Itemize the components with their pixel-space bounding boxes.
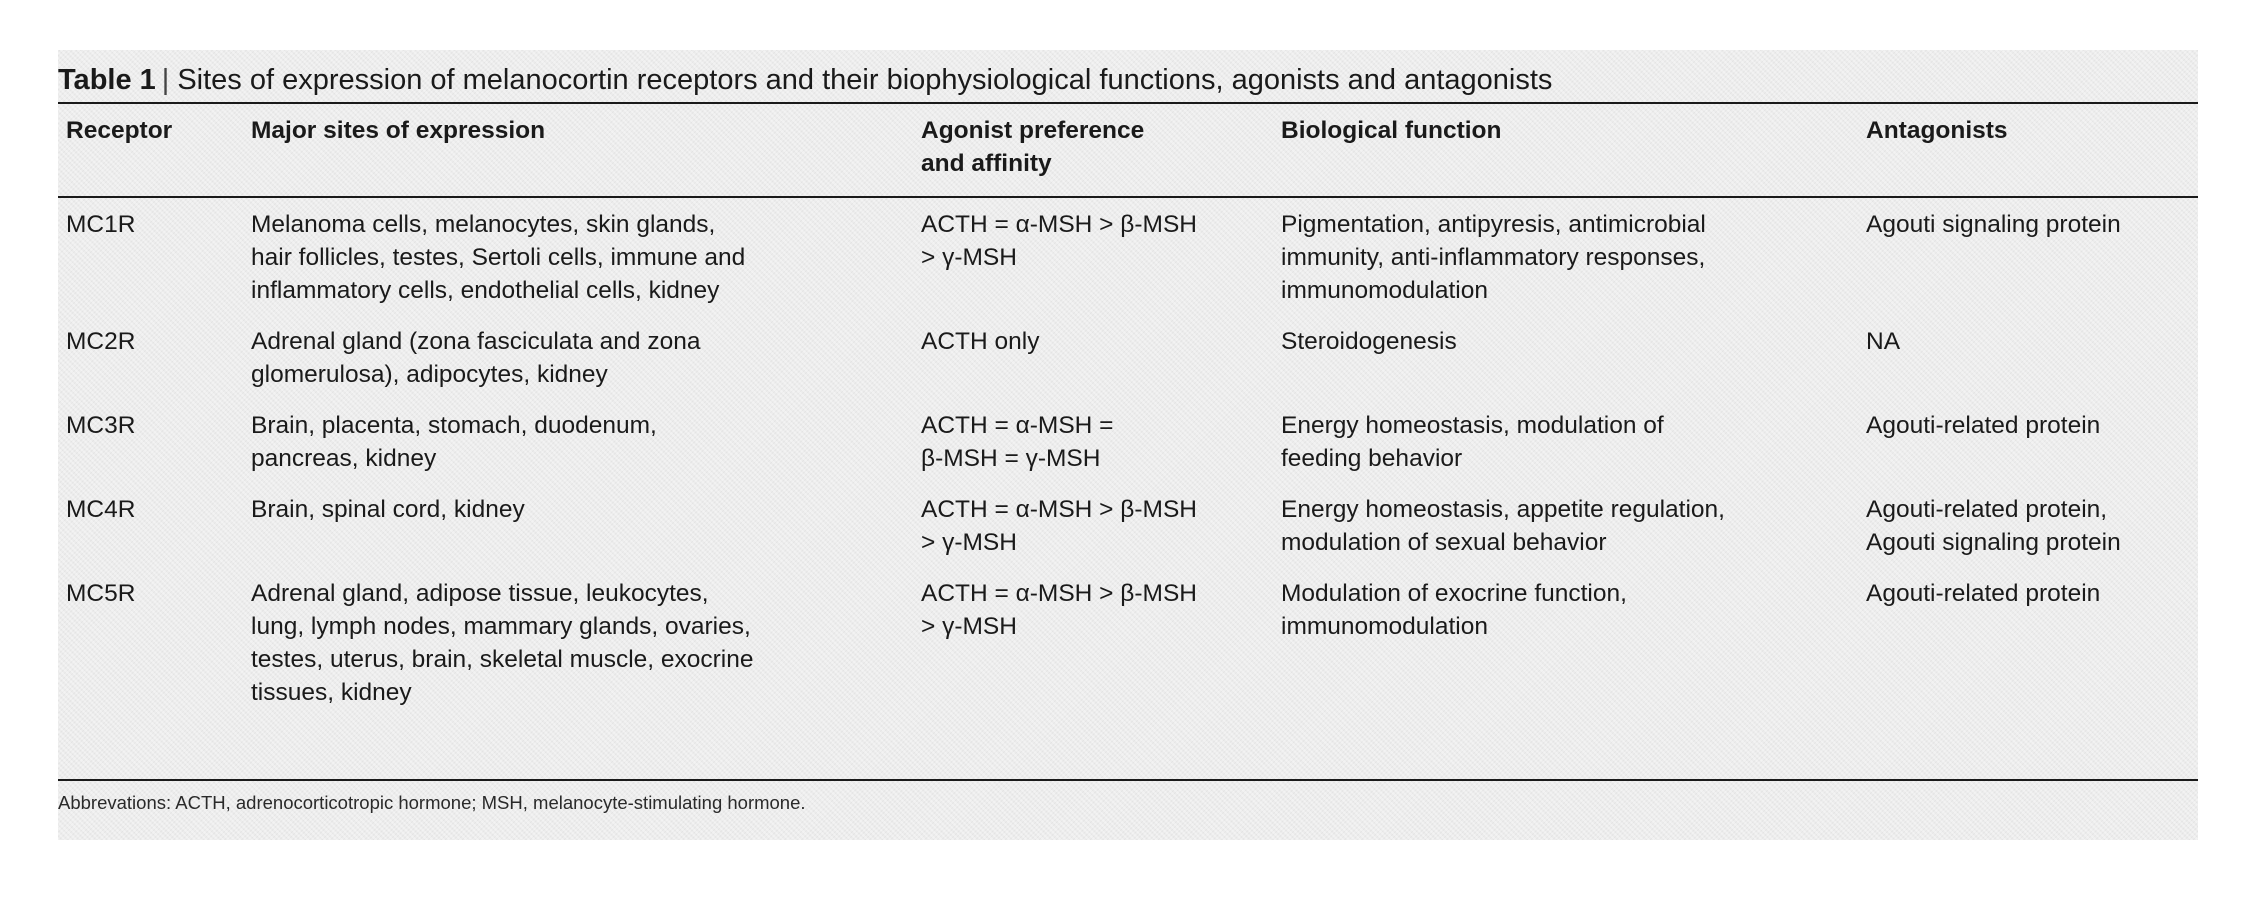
table-sheet xyxy=(58,50,2198,840)
cell-function: Energy homeostasis, modulation of feeding behavior xyxy=(1281,412,1664,472)
cell-sites: Melanoma cells, melanocytes, skin glands, hair follicles, testes, Sertoli cells, immune and inflammatory cells, endothelial cells, kidney xyxy=(251,211,746,304)
cell-antagonists: Agouti-related protein xyxy=(1866,580,2101,607)
column-header-receptor: Receptor xyxy=(66,117,173,144)
cell-receptor: MC5R xyxy=(66,580,136,607)
table-row xyxy=(58,313,2198,397)
bottom-rule xyxy=(58,779,2198,781)
cell-receptor: MC1R xyxy=(66,211,136,238)
caption-label: Table 1 xyxy=(58,64,156,96)
cell-sites: Brain, placenta, stomach, duodenum, pancreas, kidney xyxy=(251,412,657,472)
table-row xyxy=(58,565,2198,715)
caption-separator: | xyxy=(161,64,170,96)
cell-agonist: ACTH = α-MSH > β-MSH > γ-MSH xyxy=(921,580,1197,640)
column-header-agonist: Agonist preference and affinity xyxy=(921,117,1145,177)
cell-antagonists: Agouti-related protein xyxy=(1866,412,2101,439)
cell-receptor: MC2R xyxy=(66,328,136,355)
cell-antagonists: NA xyxy=(1866,328,1901,355)
column-header-function: Biological function xyxy=(1281,117,1502,144)
cell-sites: Adrenal gland, adipose tissue, leukocytes, lung, lymph nodes, mammary glands, ovaries, testes, uterus, brain, skeletal muscle, exocrine tissues, kidney xyxy=(251,580,754,706)
receptor-table xyxy=(58,104,2198,715)
cell-agonist: ACTH = α-MSH > β-MSH > γ-MSH xyxy=(921,496,1197,556)
column-header-antagonists: Antagonists xyxy=(1866,117,2008,144)
cell-agonist: ACTH = α-MSH = β-MSH = γ-MSH xyxy=(921,412,1114,472)
table-row xyxy=(58,481,2198,565)
caption-text: Sites of expression of melanocortin receptors and their biophysiological functions, agonists and antagonists xyxy=(177,64,1553,96)
table-footnote: Abbrevations: ACTH, adrenocorticotropic hormone; MSH, melanocyte-stimulating hormone. xyxy=(58,792,806,813)
cell-function: Modulation of exocrine function, immunomodulation xyxy=(1281,580,1627,640)
column-header-sites: Major sites of expression xyxy=(251,117,546,144)
cell-function: Steroidogenesis xyxy=(1281,328,1457,355)
cell-agonist: ACTH only xyxy=(921,328,1040,355)
cell-function: Energy homeostasis, appetite regulation, modulation of sexual behavior xyxy=(1281,496,1725,556)
table-row xyxy=(58,196,2198,313)
table-caption xyxy=(58,62,2198,98)
header-row xyxy=(58,104,2198,196)
cell-receptor: MC3R xyxy=(66,412,136,439)
cell-antagonists: Agouti signaling protein xyxy=(1866,211,2121,238)
cell-agonist: ACTH = α-MSH > β-MSH > γ-MSH xyxy=(921,211,1197,271)
table-row xyxy=(58,397,2198,481)
cell-function: Pigmentation, antipyresis, antimicrobial immunity, anti-inflammatory responses, immunomodulation xyxy=(1281,211,1706,304)
cell-sites: Brain, spinal cord, kidney xyxy=(251,496,525,523)
cell-receptor: MC4R xyxy=(66,496,136,523)
cell-antagonists: Agouti-related protein, Agouti signaling protein xyxy=(1866,496,2121,556)
cell-sites: Adrenal gland (zona fasciculata and zona glomerulosa), adipocytes, kidney xyxy=(251,328,701,388)
